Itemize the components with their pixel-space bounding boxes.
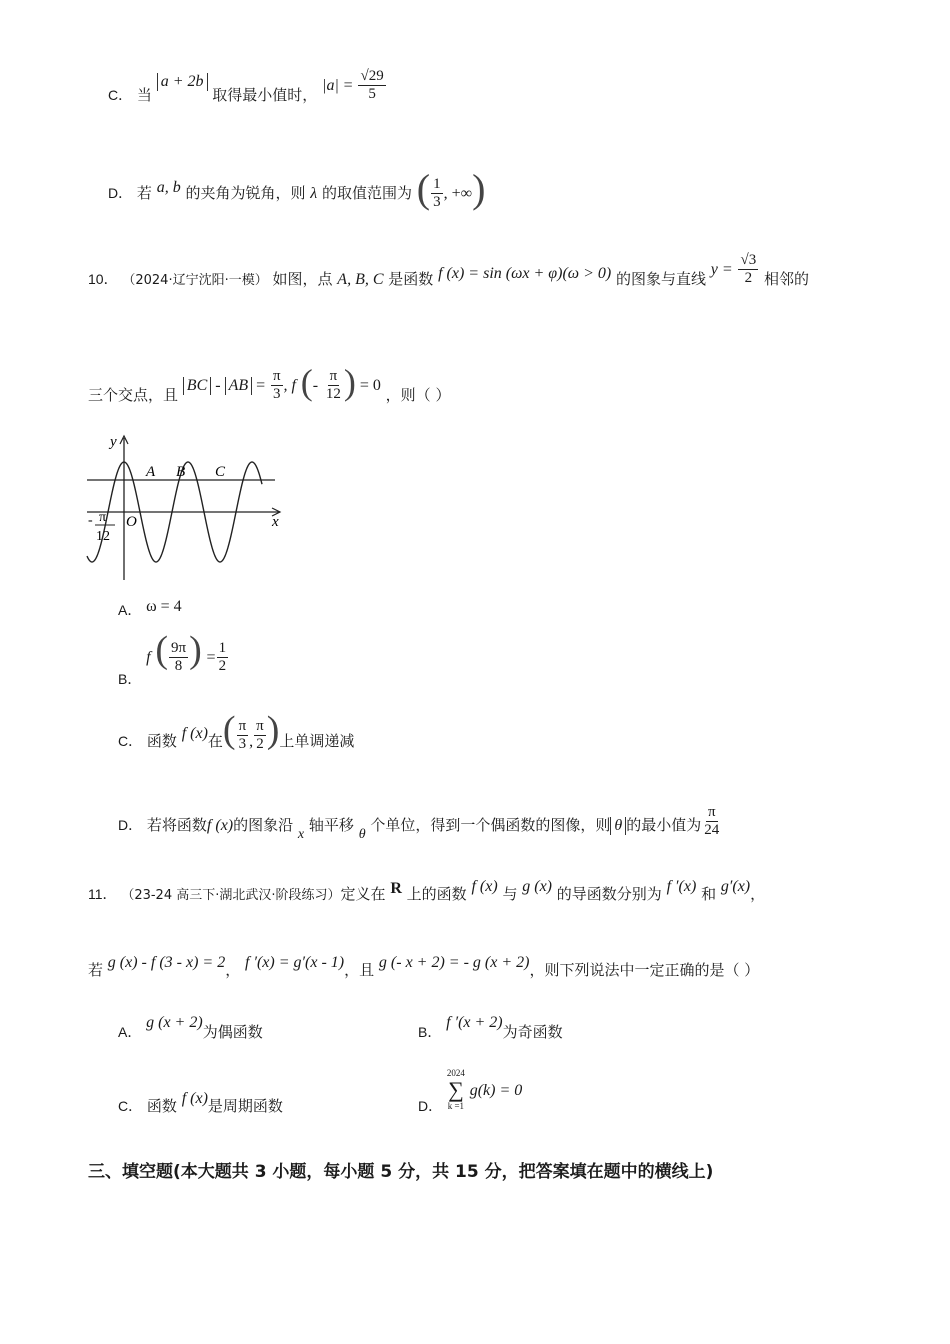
text: ， [750, 885, 766, 903]
fraction [254, 718, 266, 753]
fraction [271, 368, 283, 403]
fraction [169, 640, 188, 675]
q11-option-b [418, 1014, 563, 1043]
option-expr: f ′(x + 2) [446, 1014, 503, 1031]
fraction [237, 718, 249, 753]
text: 相邻的 [764, 270, 810, 288]
sum-lower: k =1 [447, 1101, 465, 1111]
numerator: π [329, 368, 338, 384]
text: 和 [701, 885, 717, 903]
fraction [431, 176, 443, 211]
x-label: x [272, 514, 279, 530]
vector-abs-expr: a + 2b [157, 73, 208, 91]
f-prime: f ′(x) [666, 878, 697, 895]
question-source: （23-24 高三下·湖北武汉·阶段练习） [121, 888, 341, 903]
text: 当 [136, 86, 152, 104]
text: 的最小值为 [626, 816, 702, 834]
numerator: π [707, 804, 716, 820]
abs-theta: θ [610, 817, 626, 835]
equals: = [252, 377, 266, 394]
vector-magnitude: |a| [322, 77, 339, 94]
text: 函数 [146, 1097, 177, 1115]
condition-1: g (x) - f (3 - x) = 2 [107, 954, 226, 971]
text: 个单位，得到一个偶函数的图像，则 [370, 816, 611, 834]
text: ， [225, 961, 241, 979]
condition-3: g (- x + 2) = - g (x + 2) [378, 954, 530, 971]
sum-upper: 2024 [446, 1068, 465, 1078]
numerator: π [238, 718, 247, 734]
text: 若 [88, 961, 104, 979]
f-func: f (x) [471, 878, 498, 895]
denominator: 3 [272, 386, 281, 402]
numerator: 9π [171, 640, 187, 656]
g-prime: g′(x) [720, 878, 751, 895]
text: 三个交点，且 [88, 386, 179, 404]
text: 若将函数 [146, 816, 207, 834]
f-symbol: , f [283, 377, 296, 394]
function-name: f (x) [181, 725, 208, 742]
option-label: D． [118, 817, 143, 833]
minus: - [312, 377, 319, 394]
function-name: f (x) [206, 817, 234, 834]
fraction [738, 252, 758, 287]
denominator: 2 [218, 658, 227, 674]
vector-vars: a, b [156, 179, 181, 196]
text: 定义在 [340, 885, 386, 903]
numerator: √29 [360, 68, 384, 84]
option-label: C． [118, 1098, 143, 1114]
q11-option-d [418, 1068, 522, 1112]
text: 的导函数分别为 [556, 885, 662, 903]
minus: - [211, 377, 225, 394]
origin-label: O [126, 514, 137, 530]
q10-option-d [118, 804, 722, 843]
q10-stem-line1 [88, 252, 810, 297]
denominator: 3 [238, 736, 247, 752]
question-number: 11． [88, 886, 117, 902]
section-heading: 三、填空题(本大题共 3 小题，每小题 5 分，共 15 分，把答案填在题中的横线上) [88, 1162, 714, 1182]
line-lhs: y = [710, 261, 733, 278]
abs-bc: BC [183, 377, 211, 395]
text: 函数 [146, 732, 177, 750]
text: ，则下列说法中一定正确的是（ ） [529, 961, 760, 979]
denominator: 8 [174, 658, 183, 674]
text: 上的函数 [406, 885, 467, 903]
point-c-label: C [215, 464, 226, 480]
numerator: π [256, 718, 264, 734]
lambda-symbol: λ [310, 185, 318, 202]
text: 是函数 [388, 270, 434, 288]
q11-stem-line1 [88, 878, 766, 906]
tick-numerator: π [99, 510, 107, 525]
points: A, B, C [337, 271, 384, 288]
option-expr: f (x) [181, 1090, 208, 1107]
option-label: C． [108, 87, 133, 103]
q9-option-c [108, 68, 387, 113]
text: 如图，点 [272, 270, 333, 288]
q10-sine-graph [82, 428, 292, 588]
real-set-symbol: R [390, 880, 402, 897]
option-label: A． [118, 602, 142, 618]
summation [447, 1068, 465, 1112]
q11-option-c [118, 1090, 283, 1117]
option-expr: ω = 4 [146, 598, 182, 615]
f-symbol: f [146, 649, 151, 666]
text: 的图象与直线 [616, 270, 707, 288]
function-def: f (x) = sin (ωx + φ)(ω > 0) [438, 265, 612, 282]
text: 轴平移 [308, 816, 354, 834]
q11-stem-line2 [88, 954, 760, 981]
option-label: B． [418, 1024, 442, 1040]
denominator: 12 [325, 386, 341, 402]
q9-option-d: D． 若 a, b 的夹角为锐角，则 λ 的取值范围为 ( $\frac{1}{3}$ , +∞) [108, 166, 486, 211]
denominator: 24 [704, 822, 720, 838]
text: 为奇函数 [502, 1023, 563, 1041]
fraction [358, 68, 385, 103]
option-label: B． [118, 671, 142, 687]
option-label: A． [118, 1024, 142, 1040]
text: 上单调递减 [279, 732, 355, 750]
option-label: D． [418, 1098, 443, 1114]
text: ，则（ ） [385, 386, 451, 404]
numerator: 1 [218, 640, 227, 656]
question-source: （2024·辽宁沈阳·一模） [122, 273, 268, 288]
q10-option-b: B． f ( $\frac{9\pi}{8}$ ) = $\frac{1}{2}$ [118, 629, 227, 687]
option-expr: g(k) = 0 [469, 1082, 523, 1099]
text: 在 [207, 732, 223, 750]
equals-zero: = 0 [355, 377, 381, 394]
y-label: y [110, 434, 117, 450]
text: 的取值范围为 [322, 184, 413, 202]
tick-denominator: 12 [96, 529, 110, 544]
option-expr: g (x + 2) [146, 1014, 203, 1031]
text: 的夹角为锐角，则 [185, 184, 306, 202]
q11-option-a [118, 1014, 263, 1043]
equals: = [206, 649, 216, 666]
option-label: C． [118, 733, 143, 749]
numerator: 1 [433, 176, 441, 192]
denominator: 2 [744, 270, 753, 286]
g-func: g (x) [522, 878, 552, 895]
sum-symbol: ∑ [448, 1077, 464, 1102]
fraction [217, 640, 229, 675]
point-a-label: A [146, 464, 156, 480]
denominator: 2 [256, 736, 264, 752]
denominator: 3 [433, 194, 441, 210]
point-b-label: B [176, 464, 186, 480]
numerator: π [272, 368, 281, 384]
condition-2: f ′(x) = g′(x - 1) [245, 954, 345, 971]
interval-rest: , +∞ [443, 185, 473, 202]
text: 取得最小值时， [212, 86, 318, 104]
fraction [702, 804, 721, 839]
text: 是周期函数 [207, 1097, 283, 1115]
numerator: √3 [740, 252, 757, 268]
text: 若 [136, 184, 152, 202]
tick-minus: - [88, 513, 93, 528]
axis-var: x [297, 827, 305, 842]
text: 为偶函数 [202, 1023, 263, 1041]
fraction [324, 368, 343, 403]
option-label: D． [108, 185, 133, 201]
text: ，且 [344, 961, 375, 979]
denominator: 5 [368, 86, 376, 102]
theta: θ [358, 827, 366, 842]
q10-option-c: C． 函数 f (x)在( $\frac{\pi}{3}$ , $\frac{\pi}{2}$ )上单调递减 [118, 709, 355, 752]
question-number: 10． [88, 271, 118, 287]
equals: = [343, 77, 353, 94]
abs-ab: AB [225, 377, 253, 395]
text: 的图象沿 [233, 816, 294, 834]
q10-option-a [118, 600, 182, 621]
q10-stem-line2: 三个交点，且 BC - AB = $\frac{\pi}{3}$ , f (- $\frac{\pi}{12}$ ) = 0 ，则（ ） [88, 362, 451, 404]
text: 与 [502, 885, 518, 903]
